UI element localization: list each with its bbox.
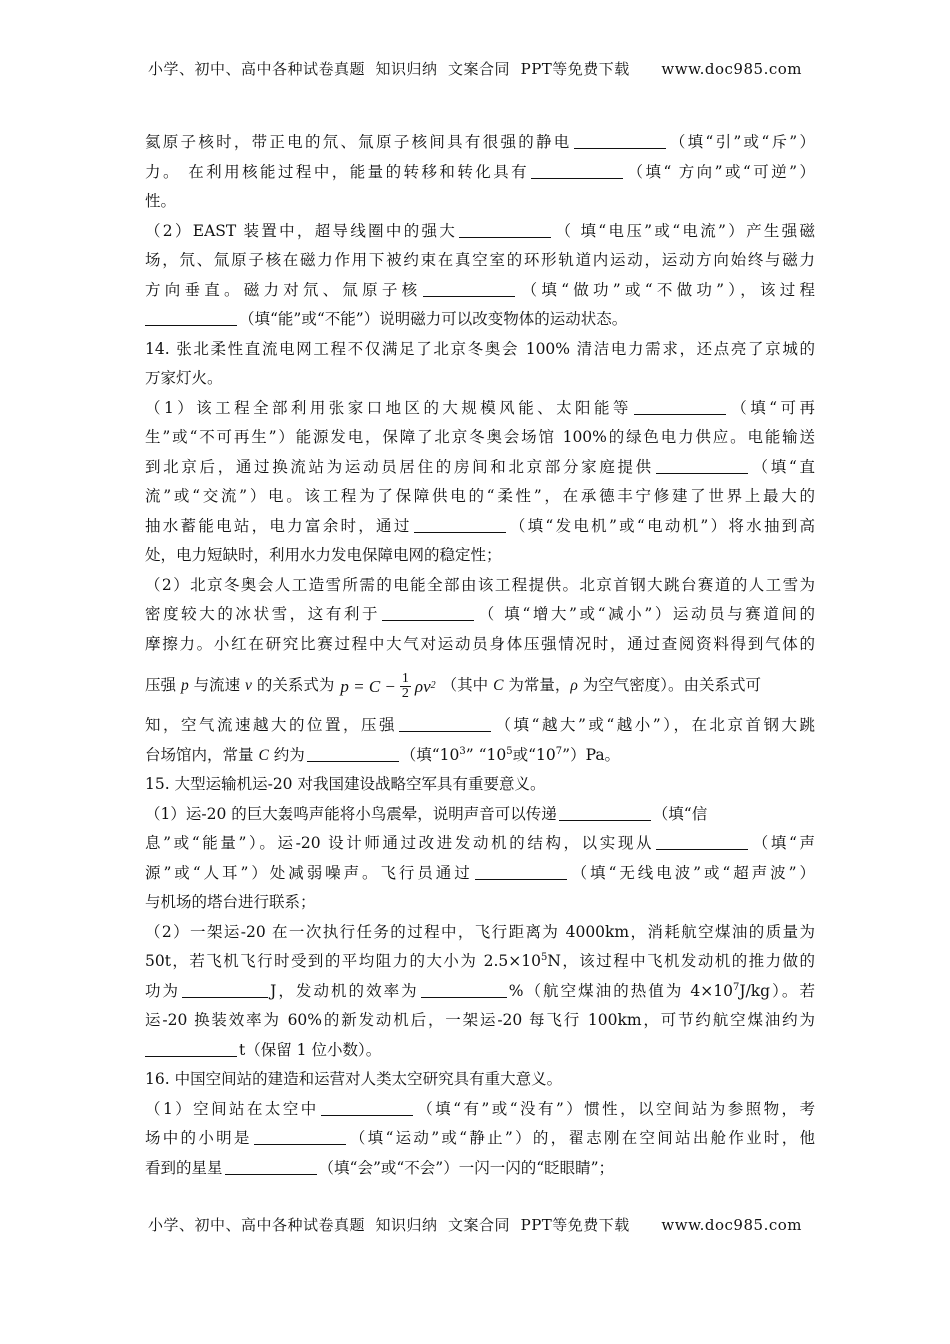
pressure-formula: p = C − $\frac{1}{2}$ ρv 2 [340, 670, 436, 701]
text-line: 性。 [145, 192, 177, 210]
answer-blank [307, 745, 399, 762]
text-line: （2）EAST 装置中，超导线圈中的强大 （ 填“电压”或“电流”）产生强磁 [145, 221, 815, 240]
answer-blank [399, 715, 491, 732]
text-line: （2）北京冬奥会人工造雪所需的电能全部由该工程提供。北京首钢大跳台赛道的人工雪为 [145, 575, 815, 594]
text-line: 息”或“能量”）。运-20 设计师通过改进发动机的结构，以实现从 （填“声 [145, 834, 815, 852]
text-line: 方向垂直。磁力对氘、氚原子核 （填“做功”或“不做功”），该过程 [145, 280, 815, 299]
answer-blank [145, 309, 237, 326]
answer-blank [145, 1040, 237, 1057]
text-line: 台场馆内，常量 C 约为 （填“$10^3$” “$10^5$或“$10^7”)Pa$。 [145, 745, 621, 764]
text-line: （填“能”或“不能”）说明磁力可以改变物体的运动状态。 [145, 305, 815, 335]
text-line: （2）一架运-20 在一次执行任务的过程中，飞行距离为 4000km，消耗航空煤油的质量为 [145, 922, 815, 941]
answer-blank [634, 398, 726, 415]
text-line: t（保留 1 位小数）。 [145, 1036, 815, 1066]
text-line: 知，空气流速越大的位置，压强 （填“越大”或“越小”），在北京首钢大跳 [145, 716, 815, 734]
text-line: 万家灯火。 [145, 369, 223, 387]
text-line: 流”或“交流”）电。该工程为了保障供电的“柔性”，在承德丰宁修建了世界上最大的 [145, 487, 815, 505]
page-header: 小学、初中、高中各种试卷真题 知识归纳 文案合同 PPT等免费下载 www.doc985.com [147, 60, 802, 78]
text-line: （1）运-20 的巨大轰鸣声能将小鸟震晕，说明声音可以传递 （填“信 [145, 804, 708, 823]
text-line: （1）该工程全部利用张家口地区的大规模风能、太阳能等 （填“可再 [145, 398, 815, 417]
question-16: 16. 中国空间站的建造和运营对人类太空研究具有重大意义。 [145, 1070, 563, 1088]
text-line: 与机场的塔台进行联系； [145, 893, 316, 911]
answer-blank [321, 1099, 413, 1116]
text-line: 到北京后，通过换流站为运动员居住的房间和北京部分家庭提供 （填“直 [145, 457, 815, 476]
text-line: 力。 在利用核能过程中，能量的转移和转化具有 （填“ 方向”或“可逆”） [145, 162, 816, 181]
text-line: 场，氘、氚原子核在磁力作用下被约束在真空室的环形轨道内运动，运动方向始终与磁力 [145, 251, 815, 269]
text-line: 氦原子核时，带正电的氘、氚原子核间具有很强的静电 （填“引”或“斥”） [145, 133, 815, 151]
text-line: 运-20 换装效率为 60%的新发动机后，一架运-20 每飞行 100km，可节约航空煤油约为 [145, 1011, 815, 1029]
answer-blank [531, 162, 623, 179]
answer-blank [574, 132, 666, 149]
text-line: 处，电力短缺时，利用水力发电保障电网的稳定性； [145, 546, 502, 564]
text-line: 功为 J，发动机的效率为 %（航空煤油的热值为 $4\times 10^7J/kg$）。若 [145, 981, 815, 1000]
answer-blank [423, 280, 515, 297]
text-line: 生”或“不可再生”）能源发电，保障了北京冬奥会场馆 100%的绿色电力供应。电能输送 [145, 428, 815, 446]
page-footer: 小学、初中、高中各种试卷真题 知识归纳 文案合同 PPT等免费下载 www.doc985.com [147, 1216, 802, 1234]
answer-blank [559, 804, 651, 821]
text-line: 看到的星星 （填“会”或“不会”）一闪一闪的“眨眼睛”； [145, 1158, 615, 1177]
answer-blank [182, 981, 268, 998]
answer-blank [414, 516, 506, 533]
document-body [145, 128, 815, 1183]
text-line: 场中的小明是 （填“运动”或“静止”）的，翟志刚在空间站出舱作业时，他 [145, 1129, 815, 1147]
answer-blank [475, 863, 567, 880]
text-line: 密度较大的冰状雪，这有利于 （ 填“增大”或“减小”）运动员与赛道间的 [145, 605, 816, 623]
text-line: 源”或“人耳”）处减弱噪声。飞行员通过 （填“无线电波”或“超声波”） [145, 863, 815, 882]
text-line: 50t，若飞机飞行时受到的平均阻力的大小为 $2.5\times 10^5N$，该过程中飞机发动机的推力做的 [145, 951, 815, 970]
answer-blank [459, 221, 551, 238]
answer-blank [656, 457, 748, 474]
question-15: 15. 大型运输机运-20 对我国建设战略空军具有重要意义。 [145, 775, 546, 793]
question-14: 14. 张北柔性直流电网工程不仅满足了北京冬奥会 100% 清洁电力需求，还点亮了京城的 [145, 339, 815, 358]
answer-blank [656, 833, 748, 850]
text-line: 摩擦力。小红在研究比赛过程中大气对运动员身体压强情况时，通过查阅资料得到气体的 [145, 634, 815, 653]
answer-blank [254, 1128, 346, 1145]
text-line: 抽水蓄能电站，电力富余时，通过 （填“发电机”或“电动机”）将水抽到高 [145, 516, 815, 535]
text-line: （1）空间站在太空中 （填“有”或“没有”）惯性，以空间站为参照物，考 [145, 1099, 815, 1118]
answer-blank [421, 981, 507, 998]
answer-blank [382, 604, 474, 621]
formula-line: 压强 p 与流速 v 的关系式为 p = C − $\frac{1}{2}$ ρv 2 （其中 C 为常量，ρ 为空气密度）。由关系式可 [145, 670, 761, 701]
answer-blank [225, 1158, 317, 1175]
